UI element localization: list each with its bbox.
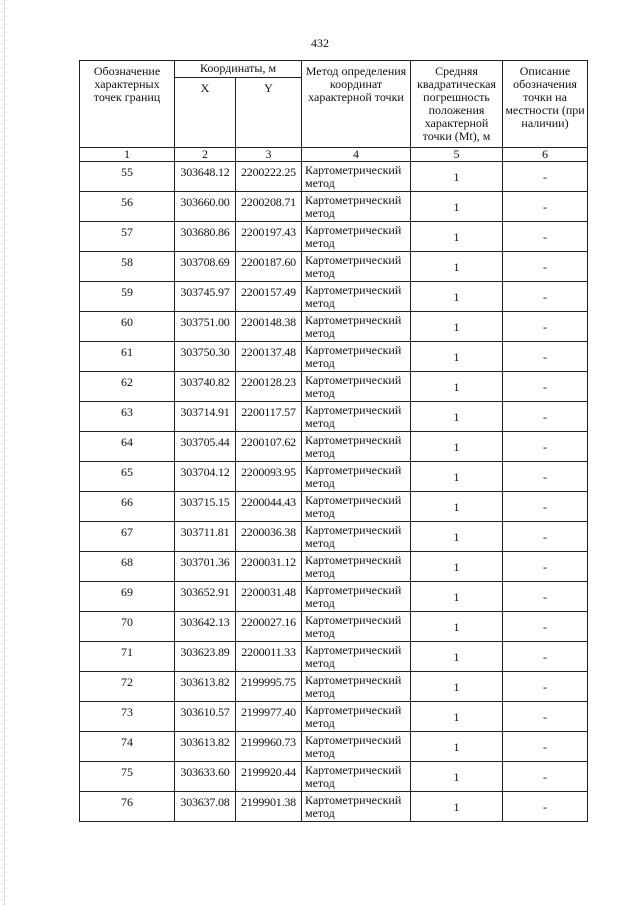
- description-cell: -: [503, 642, 588, 672]
- column-number: 1: [80, 148, 175, 162]
- error-cell: 1: [411, 552, 503, 582]
- coordinate-y: 2199920.44: [236, 762, 302, 792]
- column-number-row: [80, 148, 588, 162]
- table-row: [80, 162, 588, 192]
- description-cell: -: [503, 282, 588, 312]
- description-cell: -: [503, 582, 588, 612]
- method-cell: Картометрический метод: [302, 792, 411, 822]
- table-row: [80, 432, 588, 462]
- description-cell: -: [503, 552, 588, 582]
- table-row: [80, 462, 588, 492]
- description-cell: -: [503, 612, 588, 642]
- error-cell: 1: [411, 402, 503, 432]
- error-cell: 1: [411, 612, 503, 642]
- coordinate-x: 303704.12: [175, 462, 236, 492]
- header-point: Обозначение характерных точек границ: [80, 61, 175, 148]
- description-cell: -: [503, 342, 588, 372]
- error-cell: 1: [411, 522, 503, 552]
- table-row: [80, 402, 588, 432]
- table-row: [80, 732, 588, 762]
- table-body: [80, 162, 588, 822]
- coordinate-y: 2200117.57: [236, 402, 302, 432]
- point-label: 75: [80, 762, 175, 792]
- table-row: [80, 342, 588, 372]
- error-cell: 1: [411, 672, 503, 702]
- coordinate-x: 303711.81: [175, 522, 236, 552]
- coordinates-table: [79, 60, 588, 822]
- description-cell: -: [503, 372, 588, 402]
- point-label: 65: [80, 462, 175, 492]
- coordinate-x: 303613.82: [175, 732, 236, 762]
- coordinate-y: 2200031.48: [236, 582, 302, 612]
- error-cell: 1: [411, 792, 503, 822]
- table-row: [80, 192, 588, 222]
- coordinate-y: 2200093.95: [236, 462, 302, 492]
- error-cell: 1: [411, 162, 503, 192]
- description-cell: -: [503, 192, 588, 222]
- coordinate-y: 2200107.62: [236, 432, 302, 462]
- point-label: 57: [80, 222, 175, 252]
- coordinate-x: 303660.00: [175, 192, 236, 222]
- table-row: [80, 612, 588, 642]
- table-row: [80, 762, 588, 792]
- coordinate-y: 2200208.71: [236, 192, 302, 222]
- point-label: 59: [80, 282, 175, 312]
- header-method: Метод определения координат характерной точки: [302, 61, 411, 148]
- coordinate-x: 303642.13: [175, 612, 236, 642]
- table-row: [80, 492, 588, 522]
- point-label: 69: [80, 582, 175, 612]
- error-cell: 1: [411, 372, 503, 402]
- method-cell: Картометрический метод: [302, 192, 411, 222]
- coordinate-x: 303701.36: [175, 552, 236, 582]
- coordinate-x: 303652.91: [175, 582, 236, 612]
- column-number: 4: [302, 148, 411, 162]
- coordinate-y: 2199995.75: [236, 672, 302, 702]
- error-cell: 1: [411, 252, 503, 282]
- header-error: Средняя квадратическая погрешность положения характерной точки (Mt), м: [411, 61, 503, 148]
- description-cell: -: [503, 222, 588, 252]
- coordinate-x: 303705.44: [175, 432, 236, 462]
- coordinate-x: 303708.69: [175, 252, 236, 282]
- error-cell: 1: [411, 192, 503, 222]
- description-cell: -: [503, 312, 588, 342]
- coordinate-x: 303745.97: [175, 282, 236, 312]
- method-cell: Картометрический метод: [302, 282, 411, 312]
- coordinate-y: 2200197.43: [236, 222, 302, 252]
- coordinate-x: 303680.86: [175, 222, 236, 252]
- coordinate-y: 2200128.23: [236, 372, 302, 402]
- coordinate-x: 303648.12: [175, 162, 236, 192]
- table-row: [80, 282, 588, 312]
- table-row: [80, 792, 588, 822]
- error-cell: 1: [411, 762, 503, 792]
- coordinate-x: 303610.57: [175, 702, 236, 732]
- method-cell: Картометрический метод: [302, 642, 411, 672]
- coordinate-y: 2200148.38: [236, 312, 302, 342]
- table-row: [80, 372, 588, 402]
- point-label: 67: [80, 522, 175, 552]
- coordinate-y: 2200031.12: [236, 552, 302, 582]
- coordinate-x: 303751.00: [175, 312, 236, 342]
- point-label: 64: [80, 432, 175, 462]
- column-number: 2: [175, 148, 236, 162]
- point-label: 76: [80, 792, 175, 822]
- point-label: 71: [80, 642, 175, 672]
- error-cell: 1: [411, 462, 503, 492]
- point-label: 62: [80, 372, 175, 402]
- column-number: 3: [236, 148, 302, 162]
- method-cell: Картометрический метод: [302, 312, 411, 342]
- method-cell: Картометрический метод: [302, 372, 411, 402]
- header-coordinates: Координаты, м: [175, 61, 302, 78]
- method-cell: Картометрический метод: [302, 672, 411, 702]
- coordinate-x: 303613.82: [175, 672, 236, 702]
- coordinate-y: 2200187.60: [236, 252, 302, 282]
- point-label: 70: [80, 612, 175, 642]
- table-header: [80, 61, 588, 162]
- point-label: 56: [80, 192, 175, 222]
- description-cell: -: [503, 462, 588, 492]
- coordinate-x: 303750.30: [175, 342, 236, 372]
- coordinate-x: 303740.82: [175, 372, 236, 402]
- coordinate-x: 303714.91: [175, 402, 236, 432]
- table-row: [80, 552, 588, 582]
- coordinate-y: 2200157.49: [236, 282, 302, 312]
- description-cell: -: [503, 162, 588, 192]
- description-cell: -: [503, 522, 588, 552]
- method-cell: Картометрический метод: [302, 612, 411, 642]
- method-cell: Картометрический метод: [302, 492, 411, 522]
- point-label: 66: [80, 492, 175, 522]
- method-cell: Картометрический метод: [302, 552, 411, 582]
- error-cell: 1: [411, 582, 503, 612]
- point-label: 61: [80, 342, 175, 372]
- coordinate-y: 2200137.48: [236, 342, 302, 372]
- header-y: Y: [236, 78, 302, 148]
- method-cell: Картометрический метод: [302, 222, 411, 252]
- description-cell: -: [503, 732, 588, 762]
- table-row: [80, 312, 588, 342]
- column-number: 5: [411, 148, 503, 162]
- point-label: 58: [80, 252, 175, 282]
- column-number: 6: [503, 148, 588, 162]
- point-label: 68: [80, 552, 175, 582]
- description-cell: -: [503, 492, 588, 522]
- table-row: [80, 672, 588, 702]
- point-label: 72: [80, 672, 175, 702]
- error-cell: 1: [411, 732, 503, 762]
- coordinate-y: 2199960.73: [236, 732, 302, 762]
- error-cell: 1: [411, 312, 503, 342]
- description-cell: -: [503, 252, 588, 282]
- method-cell: Картометрический метод: [302, 162, 411, 192]
- method-cell: Картометрический метод: [302, 522, 411, 552]
- error-cell: 1: [411, 642, 503, 672]
- error-cell: 1: [411, 432, 503, 462]
- description-cell: -: [503, 672, 588, 702]
- error-cell: 1: [411, 282, 503, 312]
- description-cell: -: [503, 402, 588, 432]
- coordinate-x: 303623.89: [175, 642, 236, 672]
- table-row: [80, 702, 588, 732]
- point-label: 55: [80, 162, 175, 192]
- table-row: [80, 582, 588, 612]
- description-cell: -: [503, 762, 588, 792]
- method-cell: Картометрический метод: [302, 402, 411, 432]
- description-cell: -: [503, 702, 588, 732]
- error-cell: 1: [411, 222, 503, 252]
- table-row: [80, 252, 588, 282]
- coordinate-y: 2200027.16: [236, 612, 302, 642]
- coordinate-y: 2199977.40: [236, 702, 302, 732]
- header-x: X: [175, 78, 236, 148]
- page-number: 432: [311, 36, 329, 50]
- point-label: 60: [80, 312, 175, 342]
- header-description: Описание обозначения точки на местности (при наличии): [503, 61, 588, 148]
- method-cell: Картометрический метод: [302, 252, 411, 282]
- point-label: 63: [80, 402, 175, 432]
- method-cell: Картометрический метод: [302, 582, 411, 612]
- error-cell: 1: [411, 342, 503, 372]
- coordinate-y: 2200036.38: [236, 522, 302, 552]
- coordinate-y: 2200222.25: [236, 162, 302, 192]
- method-cell: Картометрический метод: [302, 432, 411, 462]
- method-cell: Картометрический метод: [302, 702, 411, 732]
- point-label: 73: [80, 702, 175, 732]
- coordinate-y: 2199901.38: [236, 792, 302, 822]
- page-margin-line: [4, 0, 5, 905]
- coordinate-y: 2200011.33: [236, 642, 302, 672]
- method-cell: Картометрический метод: [302, 462, 411, 492]
- method-cell: Картометрический метод: [302, 732, 411, 762]
- table-row: [80, 522, 588, 552]
- table-row: [80, 642, 588, 672]
- error-cell: 1: [411, 492, 503, 522]
- coordinate-x: 303633.60: [175, 762, 236, 792]
- description-cell: -: [503, 792, 588, 822]
- method-cell: Картометрический метод: [302, 762, 411, 792]
- coordinate-x: 303715.15: [175, 492, 236, 522]
- error-cell: 1: [411, 702, 503, 732]
- method-cell: Картометрический метод: [302, 342, 411, 372]
- coordinate-y: 2200044.43: [236, 492, 302, 522]
- description-cell: -: [503, 432, 588, 462]
- coordinate-x: 303637.08: [175, 792, 236, 822]
- point-label: 74: [80, 732, 175, 762]
- table-row: [80, 222, 588, 252]
